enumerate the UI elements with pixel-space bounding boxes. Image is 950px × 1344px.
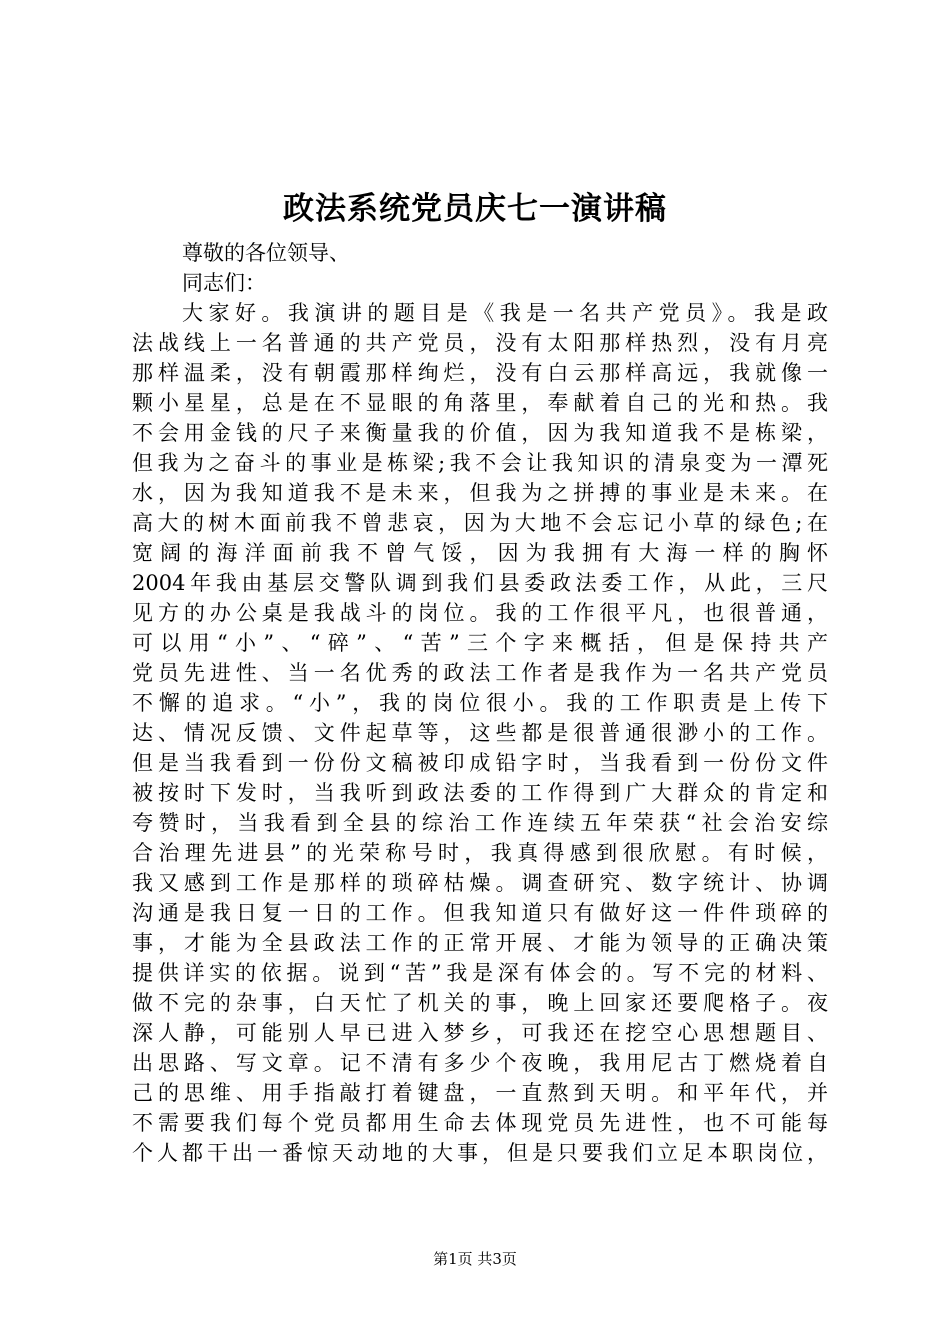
paragraph-line: 高大的树木面前我不曾悲哀，因为大地不会忘记小草的绿色;在 (132, 511, 828, 535)
paragraph-line: 但是当我看到一份份文稿被印成铅字时，当我看到一份份文件 (132, 751, 828, 775)
paragraph-line: 事，才能为全县政法工作的正常开展、才能为领导的正确决策 (132, 931, 828, 955)
paragraph-line: 法战线上一名普通的共产党员，没有太阳那样热烈，没有月亮 (132, 331, 828, 355)
page-footer: 第1页 共3页 (433, 1250, 517, 1268)
paragraph-line: 深人静，可能别人早已进入梦乡，可我还在挖空心思想题目、 (132, 1021, 828, 1045)
paragraph-line: 大家好。我演讲的题目是《我是一名共产党员》。我是政 (182, 301, 828, 325)
paragraph-line: 不需要我们每个党员都用生命去体现党员先进性，也不可能每 (132, 1111, 828, 1135)
paragraph-line: 宽阔的海洋面前我不曾气馁，因为我拥有大海一样的胸怀 (132, 541, 828, 565)
paragraph-line: 但我为之奋斗的事业是栋梁;我不会让我知识的清泉变为一潭死 (132, 451, 828, 475)
paragraph-line: 我又感到工作是那样的琐碎枯燥。调查研究、数字统计、协调 (132, 871, 828, 895)
paragraph-line: 颗小星星，总是在不显眼的角落里，奉献着自己的光和热。我 (132, 391, 828, 415)
paragraph-line: 合治理先进县”的光荣称号时，我真得感到很欣慰。有时候， (132, 841, 828, 865)
paragraph-line: 不懈的追求。“小”，我的岗位很小。我的工作职责是上传下 (132, 691, 828, 715)
salutation-line: 尊敬的各位领导、 (182, 241, 350, 265)
paragraph-line: 可以用“小”、“碎”、“苦”三个字来概括，但是保持共产 (132, 631, 828, 655)
paragraph-line: 2004年我由基层交警队调到我们县委政法委工作，从此，三尺 (132, 571, 828, 595)
paragraph-line: 党员先进性、当一名优秀的政法工作者是我作为一名共产党员 (132, 661, 828, 685)
paragraph-line: 做不完的杂事，白天忙了机关的事，晚上回家还要爬格子。夜 (132, 991, 828, 1015)
paragraph-line: 见方的办公桌是我战斗的岗位。我的工作很平凡，也很普通， (132, 601, 828, 625)
salutation-line: 同志们： (182, 271, 266, 295)
paragraph-line: 那样温柔，没有朝霞那样绚烂，没有白云那样高远，我就像一 (132, 361, 828, 385)
paragraph-line: 夸赞时，当我看到全县的综治工作连续五年荣获“社会治安综 (132, 811, 828, 835)
paragraph-line: 出思路、写文章。记不清有多少个夜晚，我用尼古丁燃烧着自 (132, 1051, 828, 1075)
paragraph-line: 个人都干出一番惊天动地的大事，但是只要我们立足本职岗位， (132, 1141, 828, 1165)
paragraph-line: 己的思维、用手指敲打着键盘，一直熬到天明。和平年代，并 (132, 1081, 828, 1105)
paragraph-line: 沟通是我日复一日的工作。但我知道只有做好这一件件琐碎的 (132, 901, 828, 925)
paragraph-line: 达、情况反馈、文件起草等，这些都是很普通很渺小的工作。 (132, 721, 828, 745)
paragraph-line: 被按时下发时，当我听到政法委的工作得到广大群众的肯定和 (132, 781, 828, 805)
paragraph-line: 水，因为我知道我不是未来，但我为之拼搏的事业是未来。在 (132, 481, 828, 505)
document-title: 政法系统党员庆七一演讲稿 (283, 191, 667, 227)
paragraph-line: 提供详实的依据。说到“苦”我是深有体会的。写不完的材料、 (132, 961, 828, 985)
paragraph-line: 不会用金钱的尺子来衡量我的价值，因为我知道我不是栋梁， (132, 421, 828, 445)
